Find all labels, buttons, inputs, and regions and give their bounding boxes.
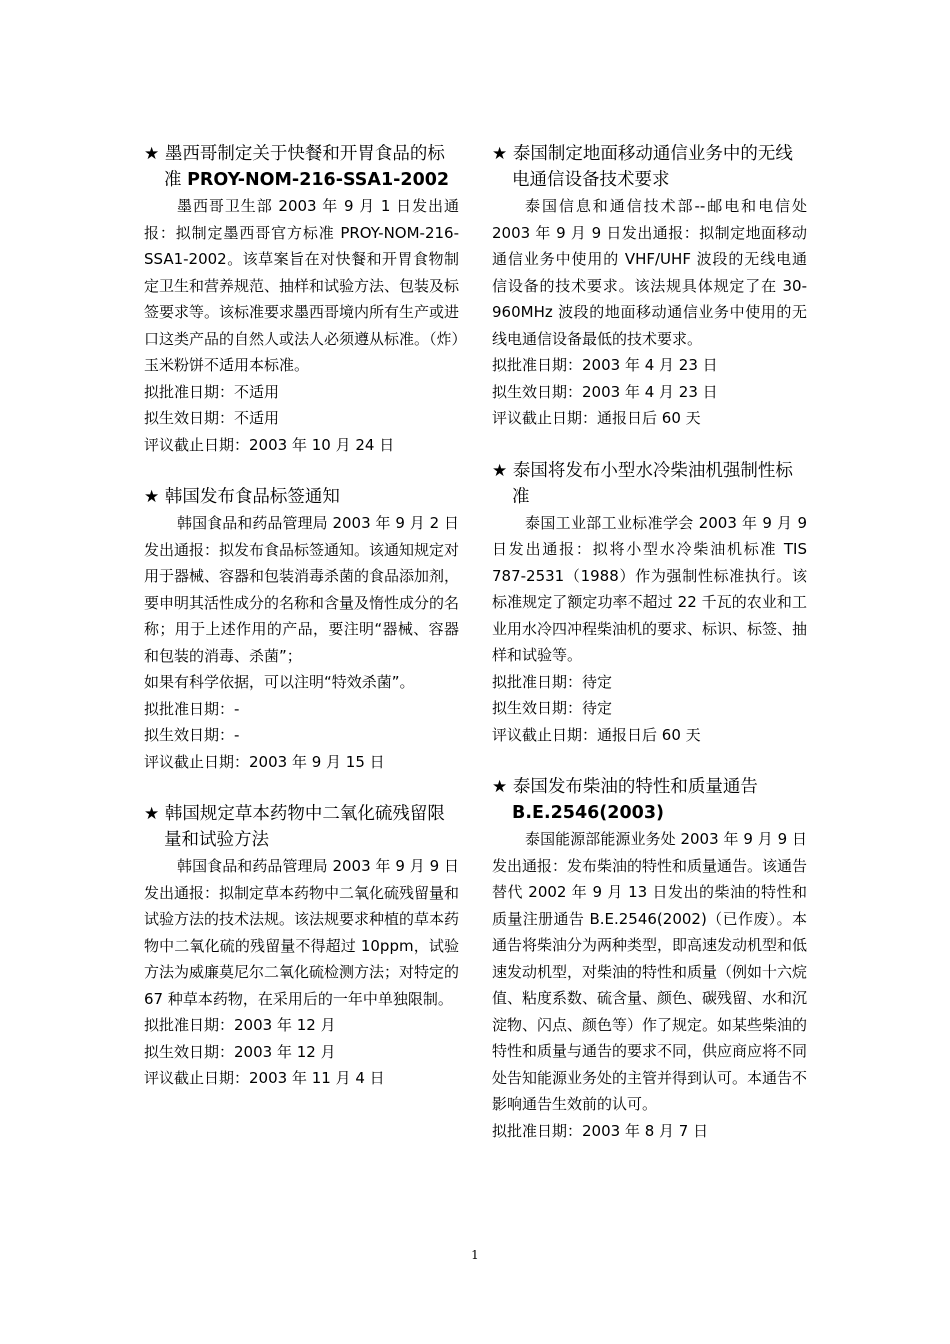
notice-body: 泰国工业部工业标准学会 2003 年 9 月 9 日发出通报：拟将小型水冷柴油机标准 TIS 787-2531（1988）作为强制性标准执行。该标准规定了额定功率不超过 22 千瓦的农业和工业用水冷四冲程柴油机的要求、标识、标签、抽样和试验等。 (492, 513, 808, 664)
notice-title: ★ 泰国制定地面移动通信业务中的无线电通信设备技术要求 (492, 144, 793, 190)
notice-title: ★ 韩国发布食品标签通知 (144, 487, 340, 507)
notice-body: 泰国信息和通信技术部--邮电和电信处 2003 年 9 月 9 日发出通报：拟制定地面移动通信业务中使用的 VHF/UHF 波段的无线电通信设备的技术要求。该法规具体规定了在 30-960MHz 波段的地面移动通信业务中使用的无线电通信设备最低的技术要求。 (492, 197, 807, 348)
star-icon: ★ (144, 487, 160, 507)
notice-body: 泰国能源部能源业务处 2003 年 9 月 9 日发出通报：发布柴油的特性和质量通告。该通告替代 2002 年 9 月 13 日发出的柴油的特性和质量注册通告 B.E.2546(2002)（已作废）。本通告将柴油分为两种类型，即高速发动机型和低速发动机型，对柴油的特性和质量（例如十六烷值、粘度系数、硫含量、颜色、碳残留、水和沉淀物、闪点、颜色等）作了规定。如某些柴油的特性和质量与通告的要求不同，供应商应将不同处告知能源业务处的主管并得到认可。本通告不影响通告生效前的认可。 (492, 830, 808, 1113)
comment-deadline: 评议截止日期：2003 年 11 月 4 日 (144, 1069, 385, 1087)
star-icon: ★ (144, 804, 160, 824)
notice-title: ★ 泰国将发布小型水冷柴油机强制性标准 (492, 460, 793, 507)
comment-deadline: 评议截止日期：通报日后 60 天 (492, 725, 701, 744)
notice-korea-food-label (144, 484, 459, 775)
effective-date: 拟生效日期：待定 (492, 699, 613, 717)
comment-deadline: 评议截止日期：2003 年 9 月 15 日 (144, 752, 385, 771)
star-icon: ★ (144, 144, 160, 164)
notice-title: ★ 韩国规定草本药物中二氧化硫残留限量和试验方法 (144, 804, 445, 850)
star-icon: ★ (492, 460, 508, 481)
approval-date: 拟批准日期：- (144, 699, 240, 718)
notice-body-extra: 如果有科学依据，可以注明“特效杀菌”。 (144, 673, 415, 691)
notice-korea-herbal-so2 (144, 801, 459, 1092)
effective-date: 拟生效日期：2003 年 12 月 (144, 1042, 336, 1061)
approval-date: 拟批准日期：不适用 (144, 382, 280, 401)
notice-title: ★ 泰国发布柴油的特性和质量通告 B.E.2546(2003) (492, 777, 758, 823)
effective-date: 拟生效日期：2003 年 4 月 23 日 (492, 382, 718, 401)
page-number: 1 (471, 1248, 479, 1262)
notice-mexico-snack-food (144, 141, 459, 458)
comment-deadline: 评议截止日期：通报日后 60 天 (492, 409, 701, 427)
comment-deadline: 评议截止日期：2003 年 10 月 24 日 (144, 435, 395, 454)
approval-date: 拟批准日期：2003 年 4 月 23 日 (492, 356, 718, 374)
notice-thailand-diesel-engine (492, 458, 807, 749)
standard-code: B.E.2546(2003) (512, 803, 664, 823)
notice-thailand-diesel-quality (492, 774, 807, 1144)
notice-body: 墨西哥卫生部 2003 年 9 月 1 日发出通报：拟制定墨西哥官方标准 PROY-NOM-216-SSA1-2002。该草案旨在对快餐和开胃食物制定卫生和营养规范、抽样和试验方法、包装及标签要求等。该标准要求墨西哥境内所有生产或进口这类产品的自然人或法人必须遵从标准。（炸）玉米粉饼不适用本标准。 (144, 197, 460, 374)
effective-date: 拟生效日期：不适用 (144, 409, 280, 427)
effective-date: 拟生效日期：- (144, 726, 240, 744)
approval-date: 拟批准日期：2003 年 12 月 (144, 1016, 336, 1034)
notice-body: 韩国食品和药品管理局 2003 年 9 月 2 日发出通报：拟发布食品标签通知。该通知规定对用于器械、容器和包装消毒杀菌的食品添加剂，要申明其活性成分的名称和含量及惰性成分的名称；用于上述作用的产品，要注明“器械、容器和包装的消毒、杀菌”； (144, 514, 460, 665)
approval-date: 拟批准日期：2003 年 8 月 7 日 (492, 1121, 709, 1140)
left-column (144, 141, 459, 1118)
right-column (492, 141, 807, 1170)
star-icon: ★ (492, 777, 508, 797)
standard-code: PROY-NOM-216-SSA1-2002 (187, 170, 450, 190)
star-icon: ★ (492, 144, 508, 164)
notice-thailand-radio (492, 141, 807, 432)
approval-date: 拟批准日期：待定 (492, 672, 613, 691)
notice-body: 韩国食品和药品管理局 2003 年 9 月 9 日发出通报：拟制定草本药物中二氧化硫残留量和试验方法的技术法规。该法规要求种植的草本药物中二氧化硫的残留量不得超过 10ppm，试验方法为威廉莫尼尔二氧化硫检测方法；对特定的 67 种草本药物，在采用后的一年中单独限制。 (144, 857, 460, 1008)
notice-title: ★ 墨西哥制定关于快餐和开胃食品的标 准 PROY-NOM-216-SSA1-2002 (144, 144, 450, 190)
